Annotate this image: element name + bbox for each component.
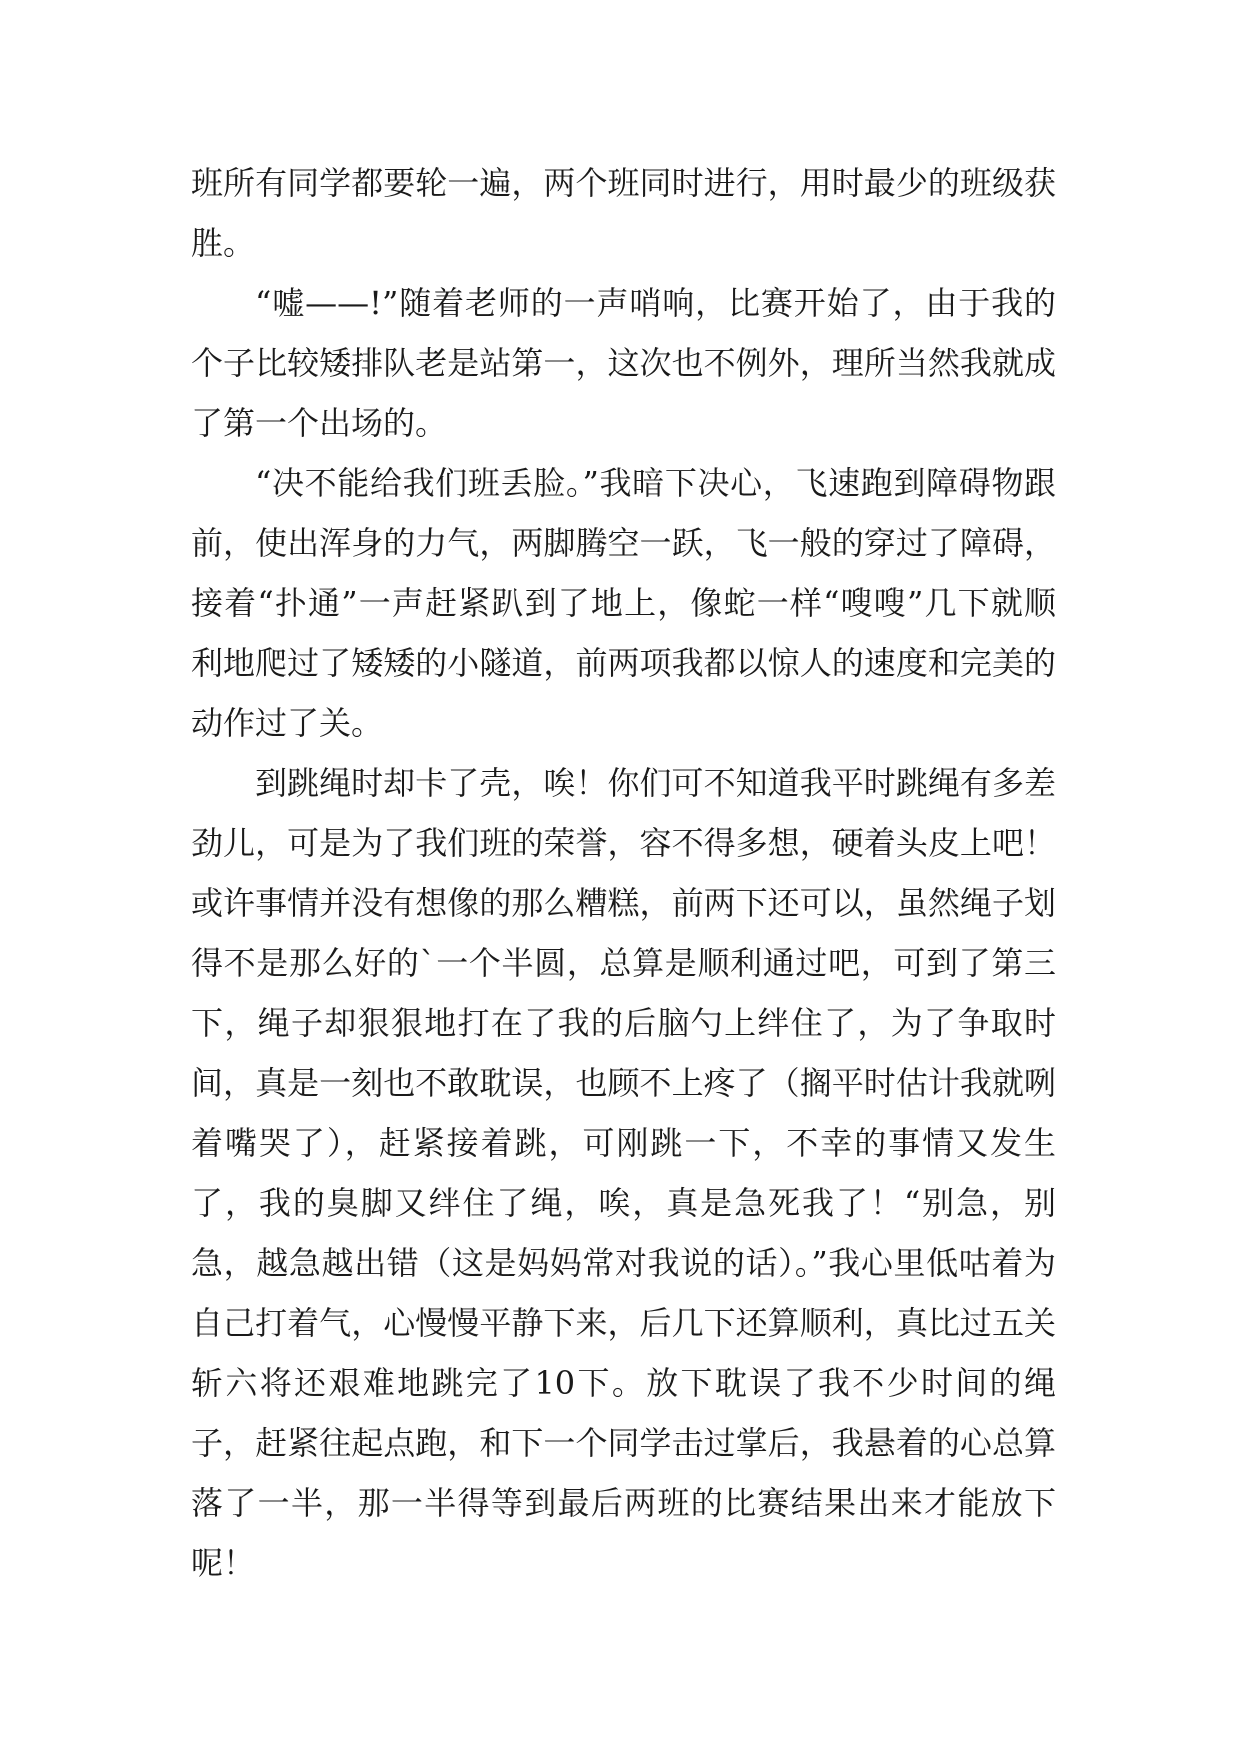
document-body: [191, 153, 1056, 1593]
paragraph-3: “决不能给我们班丢脸。”我暗下决心，飞速跑到障碍物跟前，使出浑身的力气，两脚腾空一跃，飞一般的穿过了障碍，接着“扑通”一声赶紧趴到了地上，像蛇一样“嗖嗖”几下就顺利地爬过了矮矮的小隧道，前两项我都以惊人的速度和完美的动作过了关。: [191, 464, 1056, 742]
paragraph-4: 到跳绳时却卡了壳，唉！你们可不知道我平时跳绳有多差劲儿，可是为了我们班的荣誉，容不得多想，硬着头皮上吧！或许事情并没有想像的那么糟糕，前两下还可以，虽然绳子划得不是那么好的`一个半圆，总算是顺利通过吧，可到了第三下，绳子却狠狠地打在了我的后脑勺上绊住了，为了争取时间，真是一刻也不敢耽误，也顾不上疼了（搁平时估计我就咧着嘴哭了），赶紧接着跳，可刚跳一下，不幸的事情又发生了，我的臭脚又绊住了绳，唉，真是急死我了！“别急，别急，越急越出错（这是妈妈常对我说的话）。”我心里低咕着为自己打着气，心慢慢平静下来，后几下还算顺利，真比过五关斩六将还艰难地跳完了10下。放下耽误了我不少时间的绳子，赶紧往起点跑，和下一个同学击过掌后，我悬着的心总算落了一半，那一半得等到最后两班的比赛结果出来才能放下呢！: [191, 764, 1056, 1582]
paragraph-2: “嘘——!”随着老师的一声哨响，比赛开始了，由于我的个子比较矮排队老是站第一，这次也不例外，理所当然我就成了第一个出场的。: [191, 284, 1056, 442]
paragraph-1: 班所有同学都要轮一遍，两个班同时进行，用时最少的班级获胜。: [191, 164, 1056, 262]
